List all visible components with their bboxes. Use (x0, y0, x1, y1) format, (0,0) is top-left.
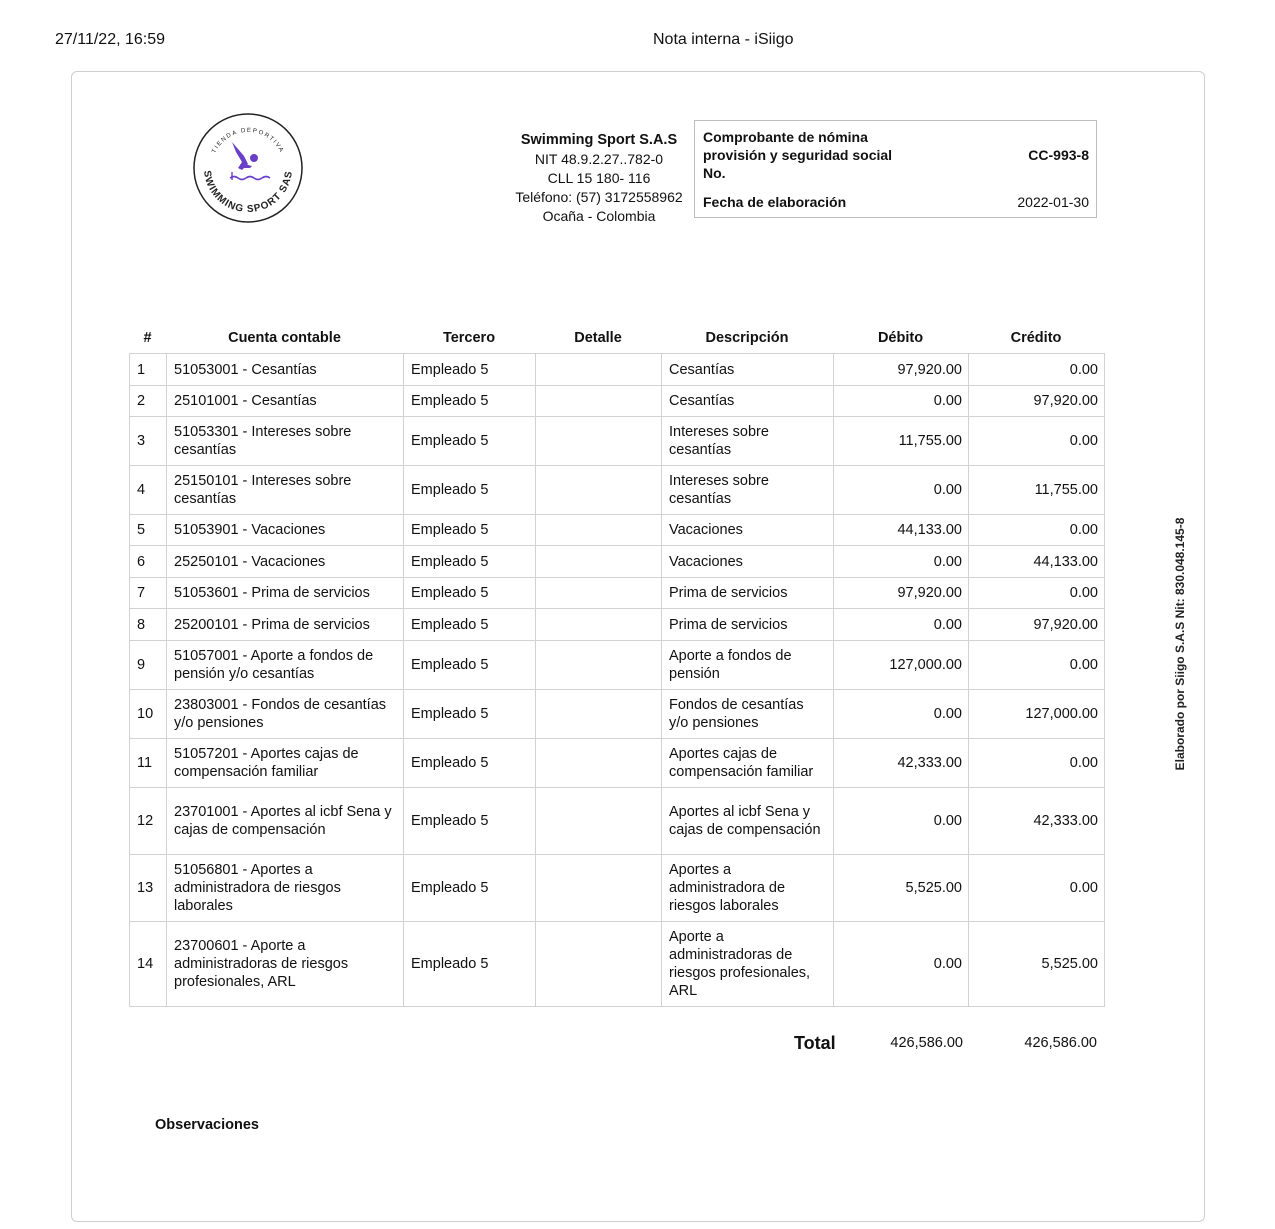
row-credito: 97,920.00 (969, 609, 1105, 641)
observaciones-label: Observaciones (155, 1117, 259, 1133)
row-cuenta: 25150101 - Intereses sobre cesantías (167, 466, 404, 515)
logo-arc-top-text: TIENDA DEPORTIVA (211, 127, 285, 155)
header-credito: Crédito (1010, 330, 1062, 346)
row-descripcion: Vacaciones (662, 515, 834, 546)
company-city: Ocaña - Colombia (542, 208, 656, 224)
row-tercero: Empleado 5 (404, 386, 536, 417)
total-credito: 426,586.00 (1024, 1035, 1097, 1051)
row-tercero: Empleado 5 (404, 609, 536, 641)
table-row (130, 855, 1105, 922)
row-debito: 97,920.00 (834, 354, 969, 386)
row-descripcion: Intereses sobre cesantías (662, 466, 834, 515)
header-tercero: Tercero (442, 330, 496, 346)
row-detalle (536, 609, 662, 641)
row-cuenta: 51056801 - Aportes a administradora de riesgos laborales (167, 855, 404, 922)
total-debito: 426,586.00 (890, 1035, 963, 1051)
table-row (130, 386, 1105, 417)
row-debito: 0.00 (834, 386, 969, 417)
row-tercero: Empleado 5 (404, 466, 536, 515)
row-tercero: Empleado 5 (404, 546, 536, 578)
row-debito: 42,333.00 (834, 739, 969, 788)
row-number: 4 (130, 466, 167, 515)
logo-arc-bottom-text: SWIMMING SPORT SAS (200, 169, 296, 216)
table-row (130, 641, 1105, 690)
table-row (130, 739, 1105, 788)
row-credito: 5,525.00 (969, 922, 1105, 1007)
row-credito: 127,000.00 (969, 690, 1105, 739)
row-cuenta: 23701001 - Aportes al icbf Sena y cajas de compensación (167, 788, 404, 855)
company-logo (192, 112, 304, 224)
row-credito: 42,333.00 (969, 788, 1105, 855)
swimming-sport-logo-icon (192, 112, 304, 224)
row-debito: 0.00 (834, 788, 969, 855)
row-credito: 0.00 (969, 578, 1105, 609)
row-descripcion: Intereses sobre cesantías (662, 417, 834, 466)
table-row (130, 578, 1105, 609)
row-cuenta: 51053301 - Intereses sobre cesantías (167, 417, 404, 466)
row-number: 9 (130, 641, 167, 690)
entries-table-header (129, 330, 1104, 350)
row-debito: 0.00 (834, 466, 969, 515)
row-tercero: Empleado 5 (404, 578, 536, 609)
row-tercero: Empleado 5 (404, 922, 536, 1007)
row-detalle (536, 466, 662, 515)
row-descripcion: Aportes al icbf Sena y cajas de compensación (662, 788, 834, 855)
row-credito: 11,755.00 (969, 466, 1105, 515)
voucher-number: CC-993-8 (1028, 147, 1089, 163)
voucher-date: 2022-01-30 (1017, 194, 1089, 210)
row-cuenta: 51053001 - Cesantías (167, 354, 404, 386)
table-row (130, 788, 1105, 855)
table-row (130, 466, 1105, 515)
row-cuenta: 23803001 - Fondos de cesantías y/o pensiones (167, 690, 404, 739)
row-debito: 0.00 (834, 690, 969, 739)
row-descripcion: Vacaciones (662, 546, 834, 578)
row-detalle (536, 788, 662, 855)
table-row (130, 922, 1105, 1007)
row-tercero: Empleado 5 (404, 354, 536, 386)
document-page (71, 71, 1205, 1222)
row-credito: 44,133.00 (969, 546, 1105, 578)
company-phone: Teléfono: (57) 3172558962 (515, 189, 683, 205)
header-cuenta: Cuenta contable (228, 330, 341, 346)
entries-table (129, 353, 1105, 1007)
row-descripcion: Fondos de cesantías y/o pensiones (662, 690, 834, 739)
row-descripcion: Prima de servicios (662, 609, 834, 641)
row-number: 3 (130, 417, 167, 466)
row-descripcion: Aportes a administradora de riesgos laborales (662, 855, 834, 922)
row-tercero: Empleado 5 (404, 788, 536, 855)
row-number: 7 (130, 578, 167, 609)
row-number: 5 (130, 515, 167, 546)
row-credito: 0.00 (969, 855, 1105, 922)
row-debito: 0.00 (834, 546, 969, 578)
row-credito: 0.00 (969, 641, 1105, 690)
voucher-label: Comprobante de nómina provisión y seguridad social No. (703, 129, 893, 181)
company-nit: NIT 48.9.2.27..782-0 (534, 151, 664, 167)
company-info (502, 131, 696, 226)
row-number: 2 (130, 386, 167, 417)
header-number: # (143, 330, 152, 346)
company-address: CLL 15 180- 116 (547, 170, 651, 186)
row-number: 11 (130, 739, 167, 788)
voucher-date-label: Fecha de elaboración (703, 194, 847, 210)
svg-text:TIENDA DEPORTIVA (211, 128, 284, 155)
header-detalle: Detalle (574, 330, 622, 346)
side-note-siigo: Elaborado por Siigo S.A.S Nit: 830.048.145-8 (1173, 517, 1187, 771)
table-row (130, 546, 1105, 578)
row-cuenta: 51053601 - Prima de servicios (167, 578, 404, 609)
print-header (55, 31, 1275, 51)
row-descripcion: Aporte a fondos de pensión (662, 641, 834, 690)
print-datetime: 27/11/22, 16:59 (55, 31, 166, 48)
row-detalle (536, 578, 662, 609)
row-detalle (536, 515, 662, 546)
row-number: 1 (130, 354, 167, 386)
row-debito: 44,133.00 (834, 515, 969, 546)
company-name: Swimming Sport S.A.S (520, 132, 678, 148)
table-row (130, 515, 1105, 546)
row-number: 8 (130, 609, 167, 641)
row-cuenta: 23700601 - Aporte a administradoras de riesgos profesionales, ARL (167, 922, 404, 1007)
total-label: Total (794, 1033, 836, 1053)
row-descripcion: Cesantías (662, 386, 834, 417)
row-debito: 5,525.00 (834, 855, 969, 922)
row-detalle (536, 641, 662, 690)
row-tercero: Empleado 5 (404, 739, 536, 788)
row-debito: 0.00 (834, 609, 969, 641)
header-descripcion: Descripción (705, 330, 789, 346)
row-credito: 0.00 (969, 739, 1105, 788)
row-tercero: Empleado 5 (404, 515, 536, 546)
row-credito: 0.00 (969, 515, 1105, 546)
row-tercero: Empleado 5 (404, 641, 536, 690)
row-detalle (536, 855, 662, 922)
row-number: 12 (130, 788, 167, 855)
row-number: 13 (130, 855, 167, 922)
row-debito: 11,755.00 (834, 417, 969, 466)
row-descripcion: Aporte a administradoras de riesgos profesionales, ARL (662, 922, 834, 1007)
row-descripcion: Cesantías (662, 354, 834, 386)
row-tercero: Empleado 5 (404, 855, 536, 922)
row-tercero: Empleado 5 (404, 417, 536, 466)
row-detalle (536, 417, 662, 466)
table-row (130, 354, 1105, 386)
row-descripcion: Prima de servicios (662, 578, 834, 609)
row-detalle (536, 690, 662, 739)
row-descripcion: Aportes cajas de compensación familiar (662, 739, 834, 788)
header-debito: Débito (877, 330, 924, 346)
table-row (130, 609, 1105, 641)
row-detalle (536, 739, 662, 788)
row-debito: 0.00 (834, 922, 969, 1007)
row-number: 6 (130, 546, 167, 578)
row-cuenta: 51057201 - Aportes cajas de compensación familiar (167, 739, 404, 788)
row-debito: 97,920.00 (834, 578, 969, 609)
row-number: 10 (130, 690, 167, 739)
row-cuenta: 25101001 - Cesantías (167, 386, 404, 417)
row-credito: 0.00 (969, 417, 1105, 466)
print-page-title: Nota interna - iSiigo (653, 31, 794, 48)
row-cuenta: 51057001 - Aporte a fondos de pensión y/o cesantías (167, 641, 404, 690)
table-row (130, 417, 1105, 466)
table-row (130, 690, 1105, 739)
row-tercero: Empleado 5 (404, 690, 536, 739)
row-detalle (536, 546, 662, 578)
row-cuenta: 51053901 - Vacaciones (167, 515, 404, 546)
row-detalle (536, 354, 662, 386)
row-detalle (536, 386, 662, 417)
row-detalle (536, 922, 662, 1007)
swimmer-icon (230, 142, 270, 180)
row-credito: 97,920.00 (969, 386, 1105, 417)
row-debito: 127,000.00 (834, 641, 969, 690)
row-cuenta: 25200101 - Prima de servicios (167, 609, 404, 641)
voucher-box (694, 120, 1097, 218)
row-credito: 0.00 (969, 354, 1105, 386)
row-number: 14 (130, 922, 167, 1007)
row-cuenta: 25250101 - Vacaciones (167, 546, 404, 578)
